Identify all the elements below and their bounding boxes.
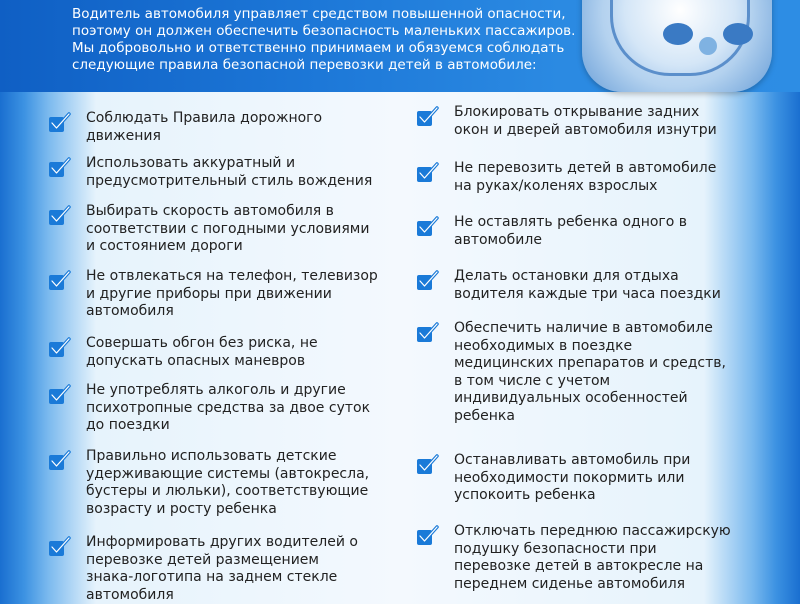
rule-text-line: Соблюдать Правила дорожного <box>86 110 393 128</box>
intro-line: Водитель автомобиля управляет средством повышенной опасности, <box>72 6 572 23</box>
badge-shape <box>663 23 693 45</box>
rule-text-line: до поездки <box>86 417 393 435</box>
rule-text-line: успокоить ребенка <box>454 487 751 505</box>
rule-text <box>454 523 751 593</box>
rule-text <box>86 448 393 518</box>
badge-shape <box>723 23 753 45</box>
rule-text-line: водителя каждые три часа поездки <box>454 286 751 304</box>
rule-text-line: соответствии с погодными условиями <box>86 221 393 239</box>
rule-text-line: Не употреблять алкоголь и другие <box>86 382 393 400</box>
checkbox-check-icon <box>48 337 70 357</box>
checkbox-check-icon <box>416 322 438 342</box>
checkbox-check-icon <box>48 450 70 470</box>
rule-text-line: индивидуальных особенностей <box>454 390 751 408</box>
rule-text <box>86 110 393 145</box>
rule-text-line: Не перевозить детей в автомобиле <box>454 160 751 178</box>
checkbox-check-icon <box>416 525 438 545</box>
rule-text <box>454 104 751 139</box>
rule-text-line: на руках/коленях взрослых <box>454 178 751 196</box>
rule-text-line: Совершать обгон без риска, не <box>86 335 393 353</box>
checkbox-check-icon <box>48 536 70 556</box>
rule-text <box>86 203 393 256</box>
rule-text-line: необходимых в поездке <box>454 338 751 356</box>
checkbox-check-icon <box>48 205 70 225</box>
rule-text-line: Не оставлять ребенка одного в <box>454 214 751 232</box>
child-seat-badge-icon <box>582 0 772 92</box>
rule-text-line: окон и дверей автомобиля изнутри <box>454 122 751 140</box>
rule-text-line: Не отвлекаться на телефон, телевизор <box>86 268 393 286</box>
rule-text <box>454 214 751 249</box>
checkbox-check-icon <box>48 112 70 132</box>
rule-text-line: перевозке детей размещением <box>86 552 393 570</box>
rule-text <box>86 155 393 190</box>
rule-text <box>454 452 751 505</box>
checkbox-check-icon <box>48 384 70 404</box>
rule-text-line: возрасту и росту ребенка <box>86 501 393 519</box>
intro-text <box>72 6 572 74</box>
rule-text-line: удерживающие системы (автокресла, <box>86 466 393 484</box>
rule-text-line: ребенка <box>454 408 751 426</box>
rule-text-line: автомобиле <box>454 232 751 250</box>
rule-text <box>454 320 751 425</box>
rule-text <box>86 268 393 321</box>
header-banner <box>0 0 800 92</box>
rule-text-line: медицинских препаратов и средств, <box>454 355 751 373</box>
rule-text-line: Отключать переднюю пассажирскую <box>454 523 751 541</box>
checkbox-check-icon <box>48 157 70 177</box>
checkbox-check-icon <box>416 216 438 236</box>
checkbox-check-icon <box>416 162 438 182</box>
rule-text-line: Правильно использовать детские <box>86 448 393 466</box>
rule-text-line: и состоянием дороги <box>86 238 393 256</box>
rule-text-line: и другие приборы при движении <box>86 286 393 304</box>
checkbox-check-icon <box>416 106 438 126</box>
rule-text-line: необходимости покормить или <box>454 470 751 488</box>
rule-text-line: допускать опасных маневров <box>86 353 393 371</box>
rule-text-line: Использовать аккуратный и <box>86 155 393 173</box>
rule-text <box>454 268 751 303</box>
rule-text-line: Выбирать скорость автомобиля в <box>86 203 393 221</box>
rule-text-line: психотропные средства за двое суток <box>86 400 393 418</box>
rule-text <box>454 160 751 195</box>
rule-text-line: перевозке детей в автокресле на <box>454 558 751 576</box>
badge-inner <box>610 0 750 76</box>
intro-line: следующие правила безопасной перевозки детей в автомобиле: <box>72 57 572 74</box>
rule-text-line: знака-логотипа на заднем стекле <box>86 569 393 587</box>
rule-text <box>86 382 393 435</box>
rule-text-line: Делать остановки для отдыха <box>454 268 751 286</box>
rule-text-line: подушку безопасности при <box>454 541 751 559</box>
rule-text <box>86 335 393 370</box>
intro-line: поэтому он должен обеспечить безопасность маленьких пассажиров. <box>72 23 572 40</box>
rule-text-line: Обеспечить наличие в автомобиле <box>454 320 751 338</box>
rule-text-line: автомобиля <box>86 587 393 604</box>
rule-text-line: Блокировать открывание задних <box>454 104 751 122</box>
rule-text-line: бустеры и люльки), соответствующие <box>86 483 393 501</box>
rule-text-line: в том числе с учетом <box>454 373 751 391</box>
rule-text-line: предусмотрительный стиль вождения <box>86 173 393 191</box>
rule-text-line: переднем сиденье автомобиля <box>454 576 751 594</box>
checkbox-check-icon <box>416 270 438 290</box>
intro-line: Мы добровольно и ответственно принимаем и обязуемся соблюдать <box>72 40 572 57</box>
rule-text-line: движения <box>86 128 393 146</box>
checkbox-check-icon <box>48 270 70 290</box>
rule-text <box>86 534 393 604</box>
badge-shape <box>699 37 717 55</box>
checkbox-check-icon <box>416 454 438 474</box>
rule-text-line: автомобиля <box>86 303 393 321</box>
rule-text-line: Информировать других водителей о <box>86 534 393 552</box>
rule-text-line: Останавливать автомобиль при <box>454 452 751 470</box>
